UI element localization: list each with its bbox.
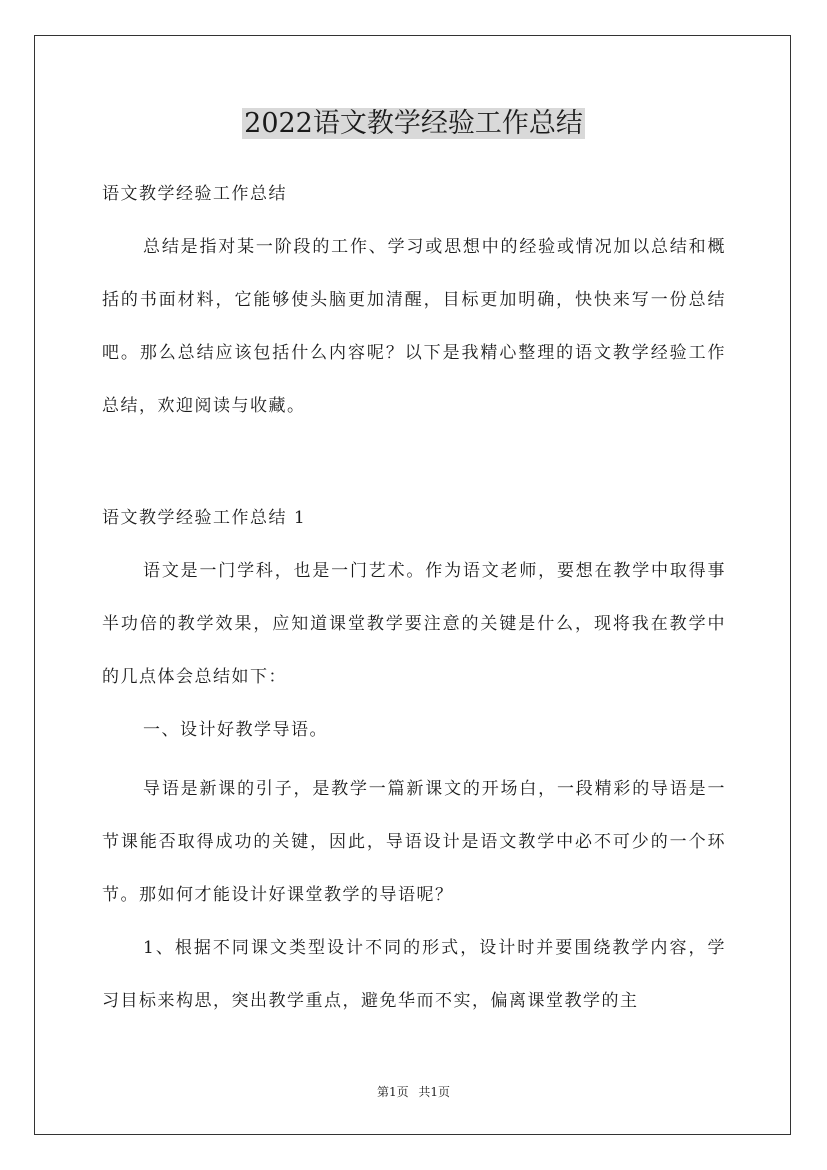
page-number-total: 共1页 [418, 1085, 451, 1099]
body-paragraph: 语文是一门学科，也是一门艺术。作为语文老师，要想在教学中取得事半功倍的教学效果，应知道课堂教学要注意的关键是什么，现将我在教学中的几点体会总结如下： [102, 561, 726, 687]
document-title-text: 2022语文教学经验工作总结 [244, 108, 583, 139]
page-number-current: 第1页 [376, 1085, 409, 1099]
body-paragraph: 导语是新课的引子，是教学一篇新课文的开场白，一段精彩的导语是一节课能否取得成功的关键，因此，导语设计是语文教学中必不可少的一个环节。那如何才能设计好课堂教学的导语呢？ [102, 779, 726, 905]
subsection-heading: 语文教学经验工作总结 1 [102, 508, 307, 528]
section-heading: 语文教学经验工作总结 [102, 184, 287, 204]
page-footer [0, 1083, 827, 1101]
body-paragraph: 1、根据不同课文类型设计不同的形式，设计时并要围绕教学内容，学习目标来构思，突出教学重点，避免华而不实，偏离课堂教学的主 [102, 938, 726, 1011]
document-title [0, 104, 827, 144]
intro-paragraph: 总结是指对某一阶段的工作、学习或思想中的经验或情况加以总结和概括的书面材料，它能够使头脑更加清醒，目标更加明确，快快来写一份总结吧。那么总结应该包括什么内容呢？以下是我精心整理的语文教学经验工作总结，欢迎阅读与收藏。 [102, 237, 726, 416]
list-heading: 一、设计好教学导语。 [143, 720, 328, 740]
